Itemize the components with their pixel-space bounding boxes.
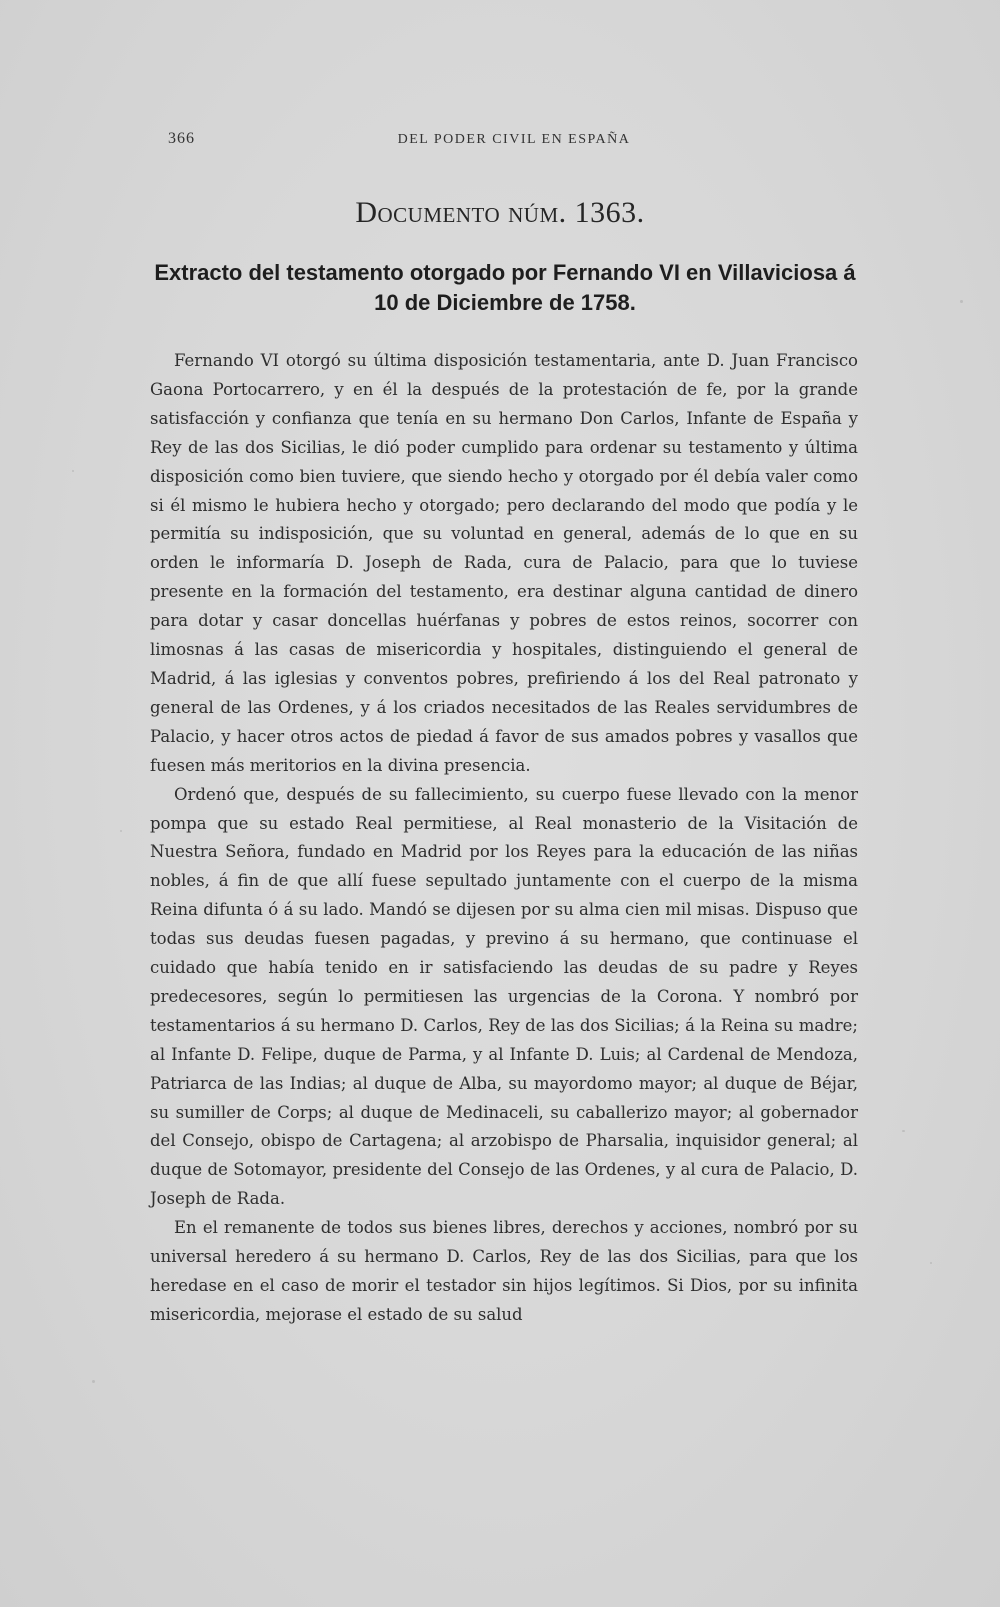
running-head: DEL PODER CIVIL EN ESPAÑA [397, 132, 631, 147]
page-number: 366 [168, 130, 195, 147]
paragraph: Ordenó que, después de su fallecimiento, su cuerpo fuese llevado con la menor pompa que su estado Real permitiese, al Real monasterio de la Visitación de Nuestra Señora, fundado en Madrid por los Reyes para la educación de las niñas nobles, á fin de que allí fuese sepultado juntamente con el cuerpo de la misma Reina difunta ó á su lado. Mandó se dijesen por su alma cien mil misas. Dispuso que todas sus deudas fuesen pagadas, y previno á su hermano, que continuase el cuidado que había tenido en ir satisfaciendo las deudas de su padre y Reyes predecesores, según lo permitiesen las urgencias de la Corona. Y nombró por testamentarios á su hermano D. Carlos, Rey de las dos Sicilias; á la Reina su madre; al Infante D. Felipe, duque de Parma, y al Infante D. Luis; al Cardenal de Mendoza, Patriarca de las Indias; al duque de Alba, su mayordomo mayor; al duque de Béjar, su sumiller de Corps; al duque de Medinaceli, su caballerizo mayor; al gobernador del Consejo, obispo de Cartagena; al arzobispo de Pharsalia, inquisidor general; al duque de Sotomayor, presidente del Consejo de las Ordenes, y al cura de Palacio, D. Joseph de Rada. [150, 784, 858, 1209]
paragraph: Fernando VI otorgó su última disposición testamentaria, ante D. Juan Francisco Gaona Portocarrero, y en él la después de la protestación de fe, por la grande satisfacción y confianza que tenía en su hermano Don Carlos, Infante de España y Rey de las dos Sicilias, le dió poder cumplido para ordenar su testamento y última disposición como bien tuviere, que siendo hecho y otorgado por él debía valer como si él mismo le hubiera hecho y otorgado; pero declarando del modo que podía y le permitía su indisposición, que su voluntad en general, además de lo que en su orden le informaría D. Joseph de Rada, cura de Palacio, para que lo tuviese presente en la formación del testamento, era destinar alguna cantidad de dinero para dotar y casar doncellas huérfanas y pobres de estos reinos, socorrer con limosnas á las casas de misericordia y hospitales, distinguiendo el general de Madrid, á las iglesias y conventos pobres, prefiriendo á los del Real patronato y general de las Ordenes, y á los criados necesitados de las Reales servidumbres de Palacio, y hacer otros actos de piedad á favor de sus amados pobres y vasallos que fuesen más meritorios en la divina presencia. [150, 351, 858, 775]
paragraph: En el remanente de todos sus bienes libres, derechos y acciones, nombró por su universal heredero á su hermano D. Carlos, Rey de las dos Sicilias, para que los heredase en el caso de morir el testador sin hijos legítimos. Si Dios, por su infinita misericordia, mejorase el estado de su salud [150, 1218, 858, 1324]
page-header [168, 130, 860, 152]
document-title: Documento núm. 1363. [355, 196, 645, 229]
document-subtitle: Extracto del testamento otorgado por Fernando VI en Villaviciosa á 10 de Diciembre de 1758. [154, 260, 856, 315]
document-body [150, 347, 858, 1330]
